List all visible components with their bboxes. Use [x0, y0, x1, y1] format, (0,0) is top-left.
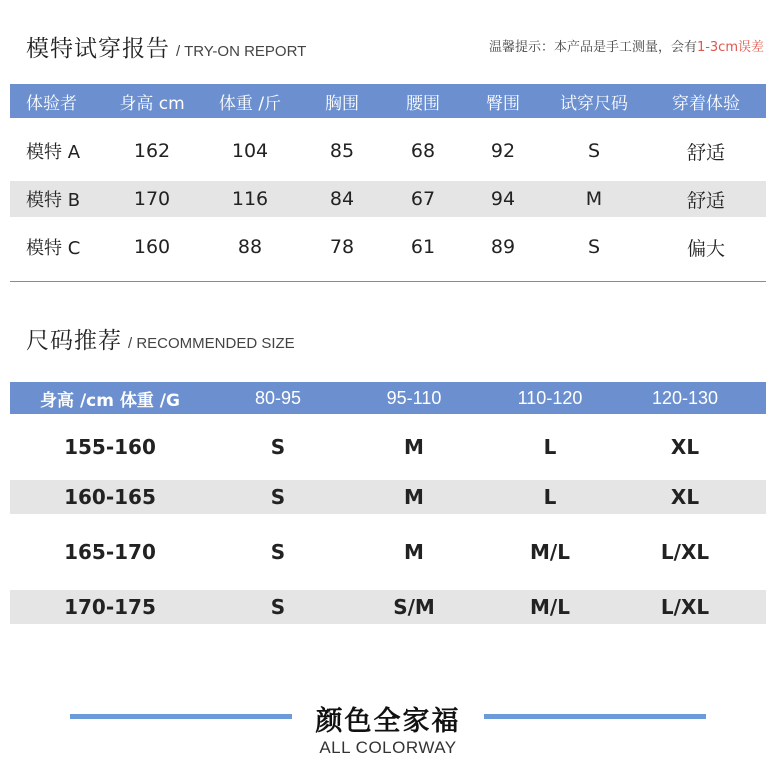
- recommend-cell: L/XL: [660, 540, 710, 564]
- tryon-table: [10, 84, 766, 265]
- tryon-row: [10, 133, 766, 169]
- recommend-cell: M/L: [530, 540, 570, 564]
- recommend-cell: XL: [670, 485, 700, 509]
- recommend-table: [10, 382, 766, 624]
- tryon-cell: 舒适: [686, 189, 725, 212]
- recommend-cell: S: [270, 485, 286, 509]
- tryon-cell: 模特 C: [26, 238, 81, 259]
- recommend-cell: L: [543, 435, 557, 459]
- tryon-cell: 89: [490, 236, 516, 258]
- tryon-header-cell: 试穿尺码: [560, 93, 628, 114]
- recommend-cell: M: [404, 485, 424, 509]
- tryon-cell: 78: [329, 236, 355, 258]
- recommend-header-cell: 110-120: [517, 387, 583, 408]
- tryon-cell: M: [585, 188, 603, 210]
- tryon-header-cell: 穿着体验: [672, 93, 740, 114]
- tryon-cell: 94: [490, 188, 516, 210]
- recommend-section-title: [26, 322, 295, 355]
- recommend-cell: L/XL: [660, 595, 710, 619]
- notice-text: 温馨提示：本产品是手工测量，会有: [488, 40, 697, 55]
- recommend-row: [10, 480, 766, 514]
- tryon-divider: [10, 281, 766, 282]
- tryon-cell: 模特 A: [26, 142, 81, 163]
- recommend-title-en: / RECOMMENDED SIZE: [128, 335, 295, 352]
- recommend-cell: S: [270, 595, 286, 619]
- recommend-title-zh: 尺码推荐: [26, 328, 122, 354]
- tryon-header-cell: 胸围: [325, 93, 359, 114]
- recommend-row: [10, 590, 766, 624]
- recommend-cell: L: [543, 485, 557, 509]
- footer-title: 颜色全家福: [315, 706, 461, 737]
- tryon-cell: S: [587, 236, 601, 258]
- tryon-cell: 67: [410, 188, 436, 210]
- tryon-header-cell: 腰围: [406, 93, 440, 114]
- tryon-cell: 116: [231, 188, 269, 210]
- recommend-header-row: [10, 382, 766, 414]
- tryon-cell: 84: [329, 188, 355, 210]
- tryon-title-en: / TRY-ON REPORT: [176, 43, 307, 60]
- tryon-cell: 85: [329, 140, 355, 162]
- recommend-header-cell: 95-110: [386, 387, 442, 408]
- tryon-cell: 170: [133, 188, 171, 210]
- tryon-cell: 偏大: [686, 237, 725, 260]
- tryon-cell: 模特 B: [26, 190, 81, 211]
- tryon-header-row: [10, 84, 766, 118]
- tryon-header-cell: 臀围: [486, 93, 520, 114]
- recommend-cell: M: [404, 540, 424, 564]
- tryon-cell: 88: [237, 236, 263, 258]
- tryon-row: [10, 229, 766, 265]
- recommend-row: [10, 414, 766, 480]
- recommend-header-cell: 身高 /cm 体重 /G: [40, 390, 180, 411]
- tryon-header-cell: 体重 /斤: [218, 93, 282, 114]
- tryon-section-title: [26, 30, 306, 63]
- tryon-cell: 160: [133, 236, 171, 258]
- tryon-header-cell: 体验者: [26, 93, 77, 114]
- tryon-cell: 61: [410, 236, 436, 258]
- recommend-header-cell: 120-130: [651, 387, 719, 408]
- recommend-cell: 160-165: [64, 485, 156, 509]
- tryon-header-cell: 身高 cm: [119, 93, 185, 114]
- tryon-cell: 68: [410, 140, 436, 162]
- measurement-notice: [489, 36, 764, 55]
- recommend-cell: 155-160: [64, 435, 156, 459]
- recommend-header-cell: 80-95: [254, 387, 302, 408]
- tryon-cell: 104: [231, 140, 269, 162]
- tryon-title-zh: 模特试穿报告: [26, 36, 170, 62]
- notice-highlight: 1-3cm误差: [696, 40, 764, 55]
- tryon-cell: 92: [490, 140, 516, 162]
- tryon-cell: 162: [133, 140, 171, 162]
- recommend-row: [10, 514, 766, 590]
- tryon-row: [10, 181, 766, 217]
- recommend-cell: M/L: [530, 595, 570, 619]
- recommend-cell: S: [270, 540, 286, 564]
- footer-subtitle: ALL COLORWAY: [319, 738, 457, 757]
- recommend-cell: M: [404, 435, 424, 459]
- tryon-cell: 舒适: [686, 141, 725, 164]
- recommend-cell: 165-170: [64, 540, 156, 564]
- recommend-cell: 170-175: [64, 595, 156, 619]
- recommend-cell: S: [270, 435, 286, 459]
- recommend-cell: S/M: [393, 595, 435, 619]
- tryon-cell: S: [587, 140, 601, 162]
- recommend-cell: XL: [670, 435, 700, 459]
